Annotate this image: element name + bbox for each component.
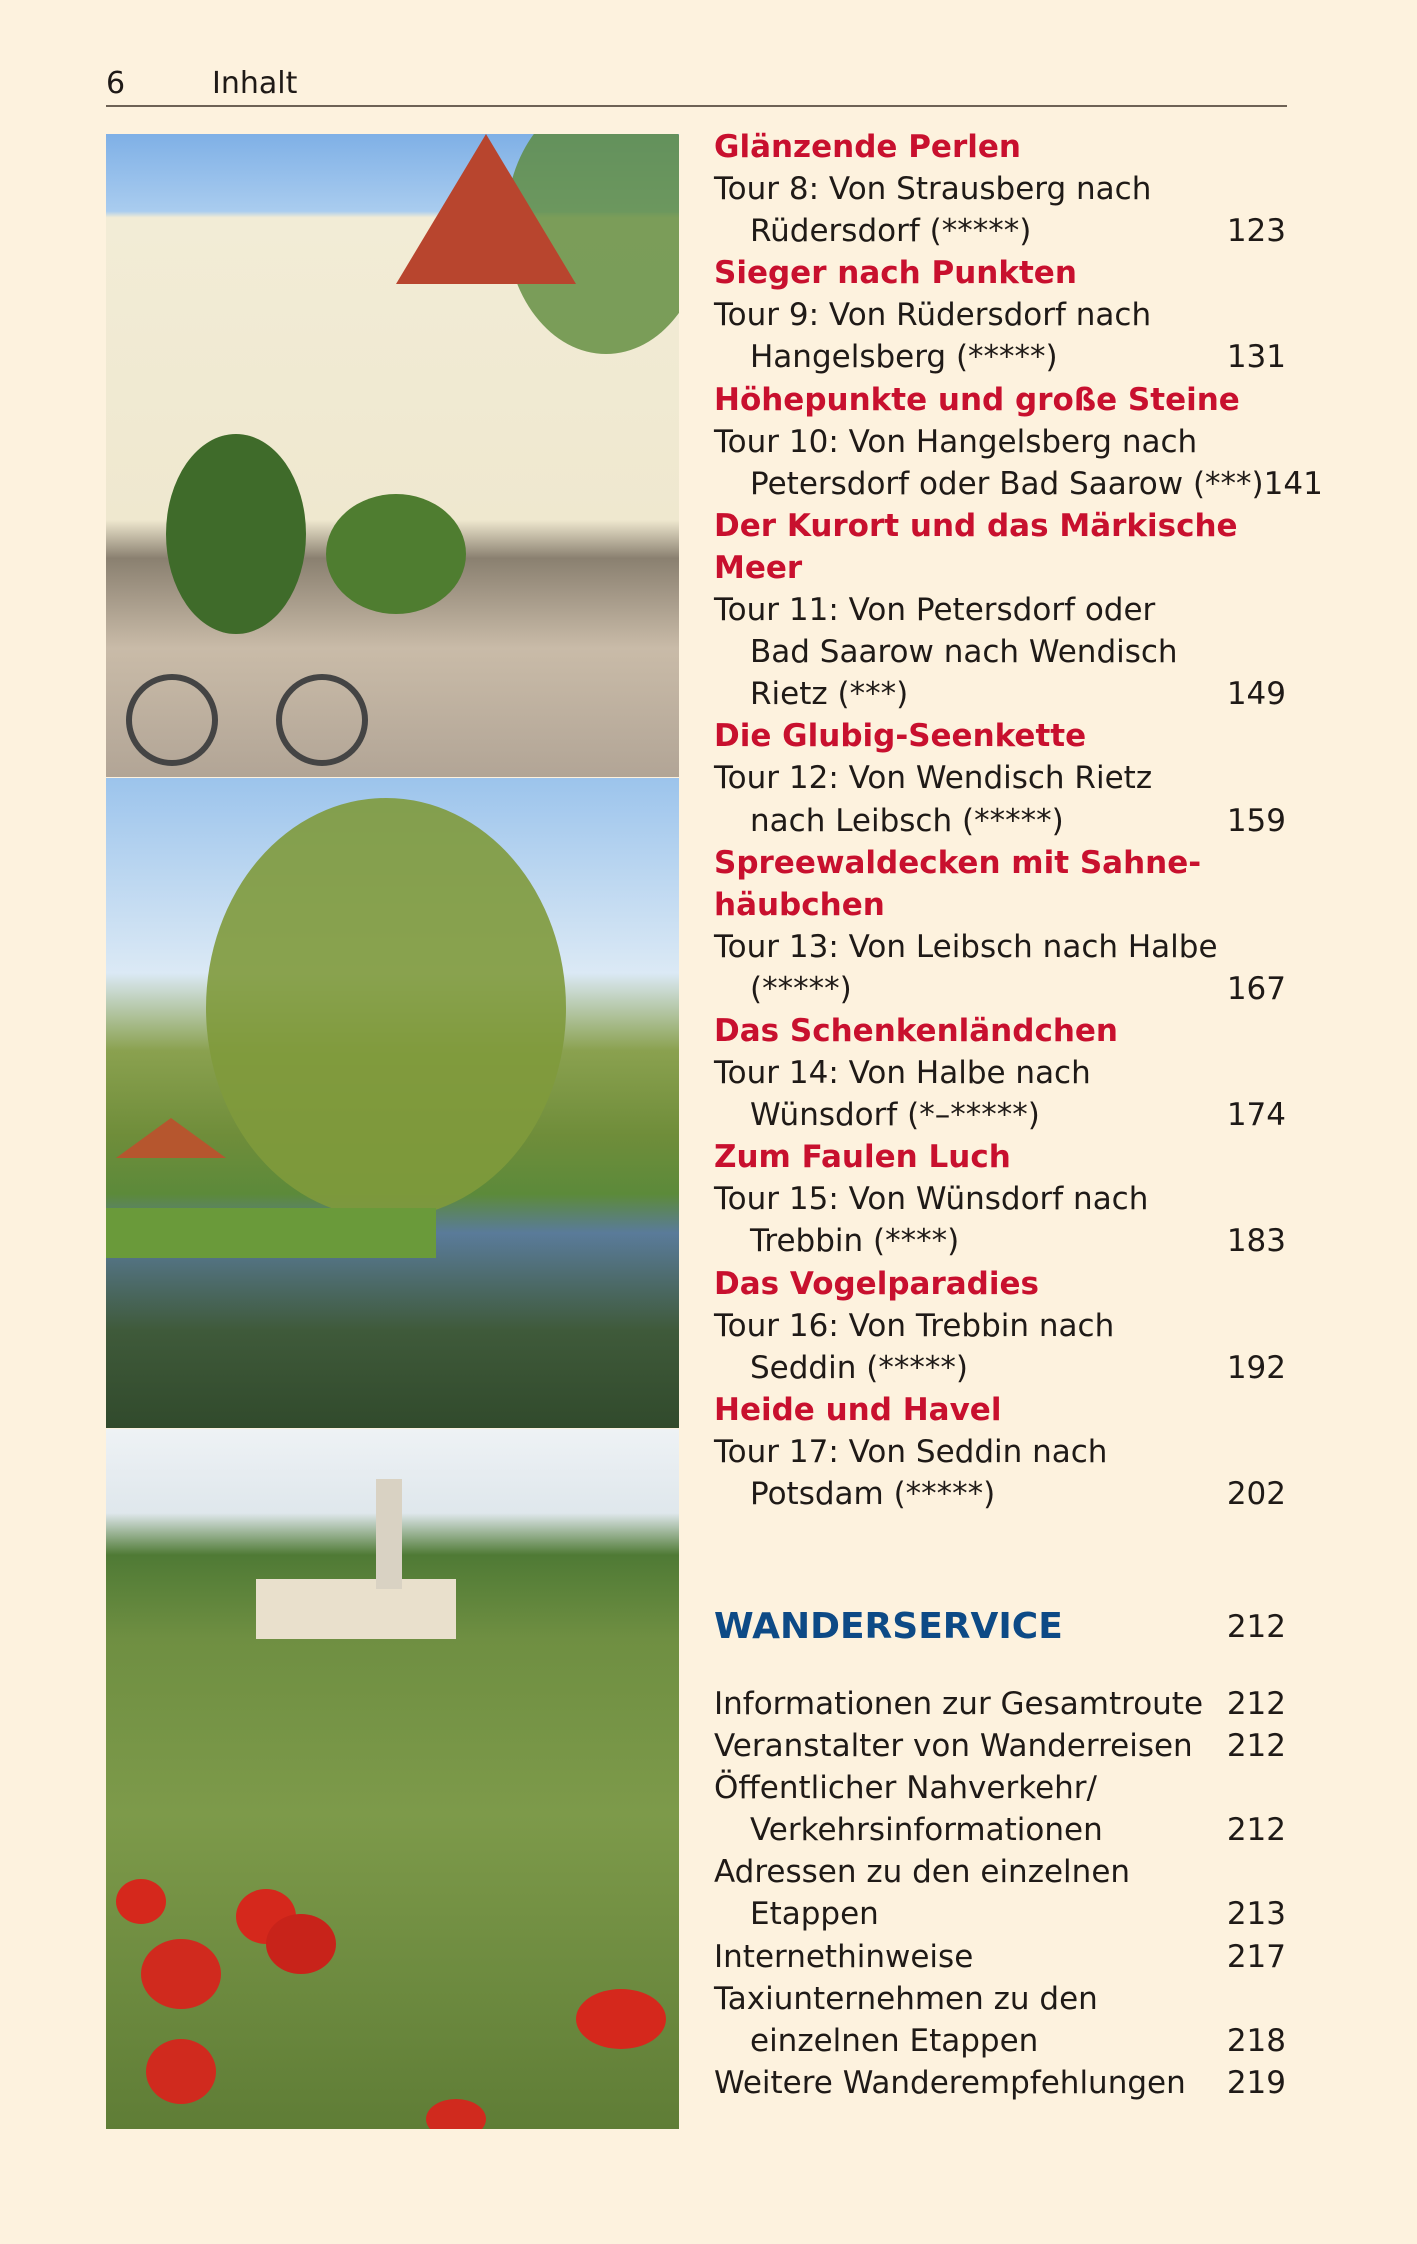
photo-willow-pond xyxy=(106,778,679,1428)
toc-entry-text: (*****) xyxy=(750,970,852,1007)
service-entry[interactable] xyxy=(714,2020,1286,2062)
toc-entry-text: Tour 8: Von Strausberg nach xyxy=(714,171,1152,208)
toc-entry-page: 141 xyxy=(1263,465,1323,502)
toc-entry[interactable] xyxy=(714,673,1286,715)
service-entry-text: Verkehrsinformationen xyxy=(750,1812,1103,1849)
toc-entry[interactable] xyxy=(714,210,1286,252)
toc-entry-text: Rietz (***) xyxy=(750,676,909,713)
toc-entry-text: Tour 10: Von Hangelsberg nach xyxy=(714,423,1198,460)
toc-entry-text: Petersdorf oder Bad Saarow (***) xyxy=(750,465,1264,502)
toc-entry[interactable] xyxy=(714,1473,1286,1515)
toc-entry[interactable] xyxy=(714,1305,1286,1347)
toc-entry-text: Hangelsberg (*****) xyxy=(750,339,1058,376)
toc-entry-text: Tour 11: Von Petersdorf oder xyxy=(714,592,1156,629)
wanderservice-page: 212 xyxy=(1226,1609,1286,1645)
toc-section-heading: Meer xyxy=(714,549,803,586)
service-entry-page: 217 xyxy=(1226,1938,1286,1975)
toc-entry-page: 202 xyxy=(1226,1476,1286,1512)
toc-entry-text: Potsdam (*****) xyxy=(750,1476,996,1512)
service-list xyxy=(714,1683,1286,2104)
toc-entry-page: 123 xyxy=(1226,213,1286,250)
toc-entry-page: 159 xyxy=(1226,802,1286,839)
toc-section-heading: Sieger nach Punkten xyxy=(714,255,1077,292)
toc-entry-page: 131 xyxy=(1226,339,1286,376)
service-entry-text: Internethinweise xyxy=(714,1938,974,1975)
toc-entry-text: Wünsdorf (*–*****) xyxy=(750,1097,1040,1134)
toc-section-heading: Heide und Havel xyxy=(714,1391,1002,1428)
section-title: Inhalt xyxy=(212,66,298,101)
service-entry[interactable] xyxy=(714,2062,1286,2104)
photo-guesthouse-with-bicycle xyxy=(106,134,679,777)
service-entry-page: 212 xyxy=(1226,1728,1286,1765)
toc-entry[interactable] xyxy=(714,926,1286,968)
toc-entry-page: 192 xyxy=(1226,1349,1286,1386)
photo-poppy-field-village xyxy=(106,1429,679,2129)
toc-entry[interactable] xyxy=(714,631,1286,673)
toc-entry[interactable] xyxy=(714,1347,1286,1389)
service-entry-text: Taxiunternehmen zu den xyxy=(714,1980,1098,2017)
toc-section-heading: Das Vogelparadies xyxy=(714,1265,1039,1302)
service-entry-text: Öffentlicher Nahverkehr/ xyxy=(714,1770,1097,1807)
toc-entry[interactable] xyxy=(714,1431,1286,1473)
toc-entry-text: Tour 16: Von Trebbin nach xyxy=(714,1307,1115,1344)
service-entry[interactable] xyxy=(714,1978,1286,2020)
toc-entry-text: Seddin (*****) xyxy=(750,1349,968,1386)
toc-entry[interactable] xyxy=(714,168,1286,210)
toc-entry[interactable] xyxy=(714,968,1286,1010)
wanderservice-heading[interactable] xyxy=(714,1603,1286,1651)
service-entry-text: einzelnen Etappen xyxy=(750,2022,1039,2059)
toc-section-heading: häubchen xyxy=(714,886,885,923)
service-entry-page: 213 xyxy=(1226,1896,1286,1933)
toc-entry-text: Tour 9: Von Rüdersdorf nach xyxy=(714,297,1152,334)
toc-entry-page: 174 xyxy=(1226,1097,1286,1134)
toc-entry-page: 183 xyxy=(1226,1223,1286,1260)
toc-entry[interactable] xyxy=(714,1052,1286,1094)
toc-entry-text: Tour 14: Von Halbe nach xyxy=(714,1055,1091,1092)
toc-entry[interactable] xyxy=(714,1178,1286,1220)
service-entry-text: Adressen zu den einzelnen xyxy=(714,1854,1131,1891)
toc-entry[interactable] xyxy=(714,757,1286,799)
service-entry-text: Weitere Wanderempfehlungen xyxy=(714,2064,1186,2101)
toc-entry[interactable] xyxy=(714,589,1286,631)
service-entry[interactable] xyxy=(714,1809,1286,1851)
wanderservice-title: WANDERSERVICE xyxy=(714,1606,1063,1647)
service-entry-page: 219 xyxy=(1226,2064,1286,2101)
service-entry-text: Veranstalter von Wanderreisen xyxy=(714,1728,1193,1765)
toc-section-heading: Der Kurort und das Märkische xyxy=(714,507,1238,544)
service-entry-text: Etappen xyxy=(750,1896,879,1933)
service-entry[interactable] xyxy=(714,1725,1286,1767)
toc-entry-text: Bad Saarow nach Wendisch xyxy=(750,634,1178,671)
toc-section-heading: Die Glubig-Seenkette xyxy=(714,718,1087,755)
service-entry[interactable] xyxy=(714,1893,1286,1935)
service-entry[interactable] xyxy=(714,1683,1286,1725)
toc-section-heading: Das Schenkenländchen xyxy=(714,1012,1118,1049)
toc-entry[interactable] xyxy=(714,1094,1286,1136)
toc-entry[interactable] xyxy=(714,421,1286,463)
toc-entry-text: nach Leibsch (*****) xyxy=(750,802,1064,839)
service-entry-page: 212 xyxy=(1226,1812,1286,1849)
toc-entry[interactable] xyxy=(714,1220,1286,1262)
toc-entry-text: Tour 13: Von Leibsch nach Halbe xyxy=(714,928,1218,965)
toc-entry-text: Tour 12: Von Wendisch Rietz xyxy=(714,760,1153,797)
toc-entry-text: Rüdersdorf (*****) xyxy=(750,213,1032,250)
toc-entry[interactable] xyxy=(714,294,1286,336)
service-entry[interactable] xyxy=(714,1767,1286,1809)
toc-entry-text: Trebbin (****) xyxy=(750,1223,960,1260)
toc-section-heading: Höhepunkte und große Steine xyxy=(714,381,1240,418)
service-entry-text: Informationen zur Gesamtroute xyxy=(714,1686,1204,1722)
toc-entry-page: 167 xyxy=(1226,970,1286,1007)
toc-entry[interactable] xyxy=(714,463,1323,505)
page-number: 6 xyxy=(106,66,126,101)
service-entry[interactable] xyxy=(714,1936,1286,1978)
table-of-contents xyxy=(714,126,1323,1515)
toc-entry[interactable] xyxy=(714,800,1286,842)
toc-entry-text: Tour 15: Von Wünsdorf nach xyxy=(714,1181,1149,1218)
toc-section-heading: Spreewaldecken mit Sahne- xyxy=(714,844,1202,881)
toc-section-heading: Glänzende Perlen xyxy=(714,129,1021,165)
service-entry[interactable] xyxy=(714,1851,1286,1893)
toc-entry-text: Tour 17: Von Seddin nach xyxy=(714,1433,1108,1470)
service-entry-page: 212 xyxy=(1226,1686,1286,1722)
header-rule xyxy=(106,105,1287,107)
toc-section-heading: Zum Faulen Luch xyxy=(714,1139,1011,1176)
toc-entry-page: 149 xyxy=(1226,676,1286,713)
service-entry-page: 218 xyxy=(1226,2022,1286,2059)
toc-entry[interactable] xyxy=(714,336,1286,378)
